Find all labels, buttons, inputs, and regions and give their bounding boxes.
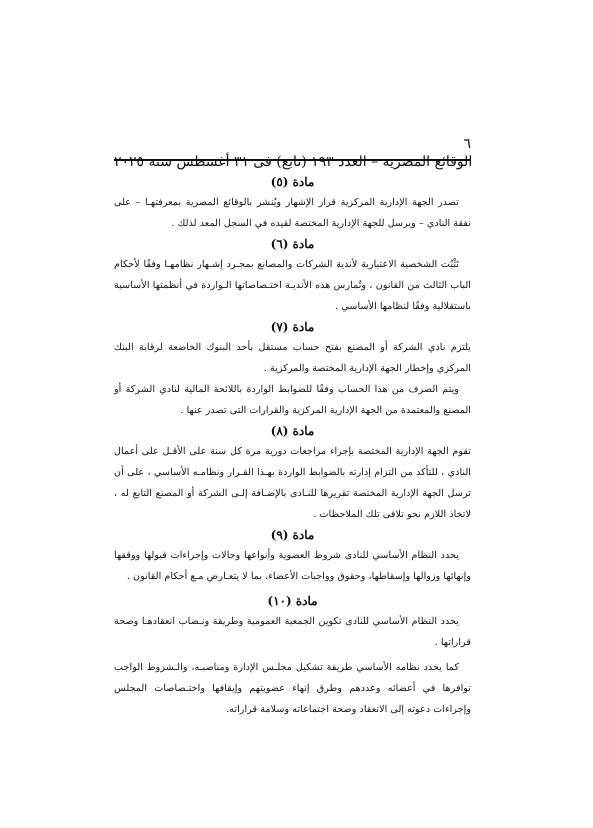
article-heading: مادة (٨) — [270, 424, 315, 438]
article-paragraph: تصدر الجهة الإدارية المركزية قرار الإشهار ويُنشر بالوقائع المصرية بمعرفتهـا – على نفقة النادي – ويرسل للجهة الإدارية المختصة لقيده في السجل المعد لذلك . — [114, 197, 471, 229]
header-rule — [114, 159, 471, 161]
article-heading: مادة (٥) — [270, 175, 315, 189]
article-paragraph: يلتزم نادي الشركة أو المصنع بفتح حساب مستقل بأحد البنوك الخاضعة لرقابة البنك المركزي وإخطار الجهة الإدارية المختصة والمركزية . — [114, 342, 471, 374]
article-paragraph: ويتم الصرف من هذا الحساب وفقًا للضوابط الواردة باللائحة المالية لنادي الشركة أو المصنع والمعتمدة من الجهة الإدارية المركزية والقرارات التى تصدر عنها . — [114, 384, 471, 416]
article-paragraph: تَثْبُت الشخصية الاعتبارية لأندية الشركات والمصانع بمجـرد إشـهار نظامهـا وفقًا لأحكام الباب الثالث من القانون ، وتُمارس هذه الأنديـة اختـصاصاتها الـواردة في أنظمتها الأساسية باستقلالية وفقًا لنظامها الأساسي . — [114, 259, 471, 312]
article-heading: مادة (٧) — [270, 320, 315, 334]
page-number: ٦ — [463, 136, 471, 152]
page-header — [114, 135, 471, 171]
document-body — [114, 172, 471, 720]
article-heading: مادة (٦) — [270, 237, 315, 251]
article-heading: مادة (٩) — [270, 528, 315, 542]
article-paragraph: تقوم الجهة الإدارية المختصة بإجراء مراجعات دورية مرة كل سنة على الأقـل على أعمال النادي ، للتأكد من التزام إدارته بالضوابط الواردة بهـذا القـرار ونظامـه الأساسي ، على أن ترسل الجهة الإدارية المختصة تقريرها للنـادى بالإضـافة إلـى الشركة أو المصنع التابع له ، لاتخاذ اللازم نحو تلافى تلك الملاحظات . — [114, 446, 471, 520]
article-heading: مادة (١٠) — [267, 594, 318, 608]
article-paragraph: كما يحدد نظامه الأساسي طريقة تشكيل مجلـس الإدارة ومناصبـه، والـشروط الواجب توافرها في أعضائه وعددهم وطرق إنهاء عضويتهم وإيقافها واختـصاصات المجلس وإجراءات دعوته إلى الانعقاد وصحة اجتماعاته وسلامة قراراته. — [114, 662, 471, 715]
article-paragraph: يحدد النظام الأساسي للنادى تكوين الجمعية العمومية وطريقة ونـصاب انعقادهـا وصحة قراراتها . — [114, 616, 471, 648]
article-paragraph: يحدد النظام الأساسي للنادى شروط العضوية وأنواعها وحالات وإجراءات قبولها ووقفها وإنهائها وزوالها وإسقاطها، وحقوق وواجبات الأعضاء، بما لا يتعـارض مـع أحكام القانون . — [114, 550, 471, 582]
header-title: الوقائع المصرية – العدد ١٩٣ (تابع) فى ٣١ أغسطس سنة ٢٠٢٥ — [114, 154, 473, 170]
